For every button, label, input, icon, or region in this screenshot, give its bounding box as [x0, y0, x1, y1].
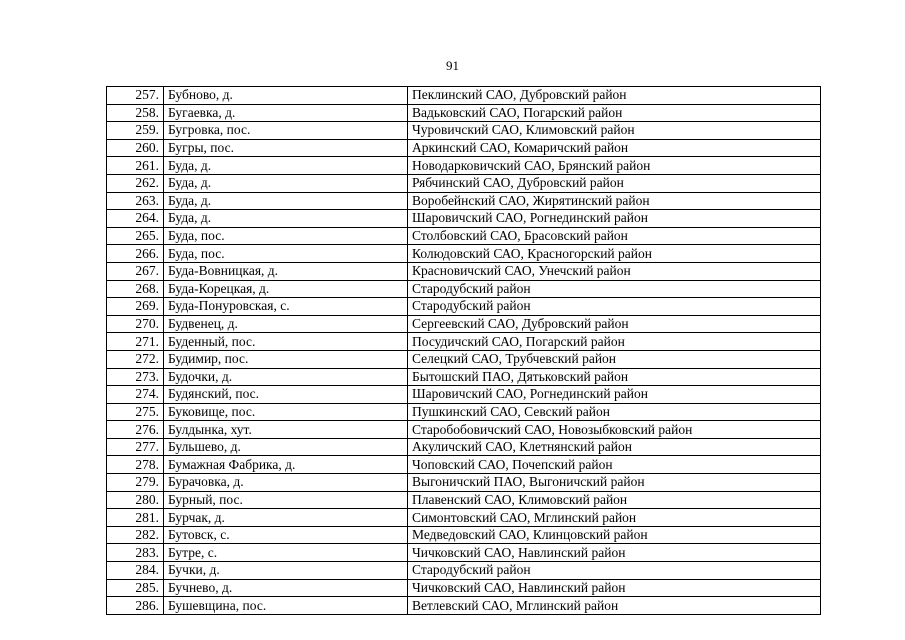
table-row [107, 438, 821, 456]
row-number: 271. [107, 333, 164, 351]
row-number: 265. [107, 227, 164, 245]
row-number: 285. [107, 579, 164, 597]
district-name: Ветлевский САО, Мглинский район [408, 597, 821, 615]
settlement-name: Бугаевка, д. [164, 104, 408, 122]
settlement-name: Буда-Понуровская, с. [164, 298, 408, 316]
district-name: Симонтовский САО, Мглинский район [408, 509, 821, 527]
table-row [107, 227, 821, 245]
settlement-name: Буда, д. [164, 174, 408, 192]
table-row [107, 474, 821, 492]
settlements-table [106, 86, 821, 615]
district-name: Акуличский САО, Клетнянский район [408, 438, 821, 456]
settlement-name: Бубново, д. [164, 87, 408, 105]
district-name: Стародубский район [408, 562, 821, 580]
table-row [107, 157, 821, 175]
district-name: Медведовский САО, Клинцовский район [408, 526, 821, 544]
row-number: 272. [107, 350, 164, 368]
table-row [107, 544, 821, 562]
district-name: Пеклинский САО, Дубровский район [408, 87, 821, 105]
district-name: Стародубский район [408, 280, 821, 298]
row-number: 279. [107, 474, 164, 492]
table-row [107, 456, 821, 474]
settlement-name: Бутовск, с. [164, 526, 408, 544]
table-row [107, 298, 821, 316]
table-row [107, 122, 821, 140]
table-row [107, 262, 821, 280]
table-row [107, 104, 821, 122]
settlement-name: Бумажная Фабрика, д. [164, 456, 408, 474]
district-name: Шаровичский САО, Рогнединский район [408, 386, 821, 404]
district-name: Чуровичский САО, Климовский район [408, 122, 821, 140]
row-number: 266. [107, 245, 164, 263]
table-row [107, 315, 821, 333]
settlement-name: Бурный, пос. [164, 491, 408, 509]
table-row [107, 333, 821, 351]
settlement-name: Булдынка, хут. [164, 421, 408, 439]
row-number: 276. [107, 421, 164, 439]
table-row [107, 210, 821, 228]
district-name: Селецкий САО, Трубчевский район [408, 350, 821, 368]
row-number: 280. [107, 491, 164, 509]
row-number: 270. [107, 315, 164, 333]
district-name: Воробейнский САО, Жирятинский район [408, 192, 821, 210]
row-number: 263. [107, 192, 164, 210]
row-number: 281. [107, 509, 164, 527]
district-name: Стародубский район [408, 298, 821, 316]
settlement-name: Бучки, д. [164, 562, 408, 580]
row-number: 277. [107, 438, 164, 456]
table-row [107, 174, 821, 192]
district-name: Колюдовский САО, Красногорский район [408, 245, 821, 263]
table-row [107, 403, 821, 421]
row-number: 283. [107, 544, 164, 562]
settlement-name: Буковище, пос. [164, 403, 408, 421]
district-name: Чичковский САО, Навлинский район [408, 579, 821, 597]
row-number: 282. [107, 526, 164, 544]
table-row [107, 386, 821, 404]
district-name: Чоповский САО, Почепский район [408, 456, 821, 474]
row-number: 260. [107, 139, 164, 157]
settlement-name: Буда, д. [164, 210, 408, 228]
settlement-name: Буда, пос. [164, 245, 408, 263]
district-name: Выгоничский ПАО, Выгоничский район [408, 474, 821, 492]
table-body [107, 87, 821, 615]
table-row [107, 350, 821, 368]
row-number: 264. [107, 210, 164, 228]
district-name: Рябчинский САО, Дубровский район [408, 174, 821, 192]
settlement-name: Будвенец, д. [164, 315, 408, 333]
district-name: Бытошский ПАО, Дятьковский район [408, 368, 821, 386]
table-row [107, 597, 821, 615]
row-number: 273. [107, 368, 164, 386]
district-name: Пушкинский САО, Севский район [408, 403, 821, 421]
table-row [107, 139, 821, 157]
row-number: 257. [107, 87, 164, 105]
page-number: 91 [446, 58, 459, 73]
district-name: Чичковский САО, Навлинский район [408, 544, 821, 562]
row-number: 275. [107, 403, 164, 421]
settlement-name: Буда-Корецкая, д. [164, 280, 408, 298]
settlement-name: Бульшево, д. [164, 438, 408, 456]
table-row [107, 526, 821, 544]
settlement-name: Буда-Вовницкая, д. [164, 262, 408, 280]
district-name: Старобобовичский САО, Новозыбковский район [408, 421, 821, 439]
row-number: 268. [107, 280, 164, 298]
settlement-name: Буда, д. [164, 192, 408, 210]
table-row [107, 368, 821, 386]
district-name: Столбовский САО, Брасовский район [408, 227, 821, 245]
table-row [107, 491, 821, 509]
district-name: Посудичский САО, Погарский район [408, 333, 821, 351]
settlement-name: Бушевщина, пос. [164, 597, 408, 615]
settlement-name: Буденный, пос. [164, 333, 408, 351]
table-row [107, 579, 821, 597]
settlement-name: Бугровка, пос. [164, 122, 408, 140]
settlement-name: Бутре, с. [164, 544, 408, 562]
table-row [107, 87, 821, 105]
table-row [107, 421, 821, 439]
settlement-name: Бучнево, д. [164, 579, 408, 597]
row-number: 278. [107, 456, 164, 474]
row-number: 274. [107, 386, 164, 404]
district-name: Шаровичский САО, Рогнединский район [408, 210, 821, 228]
row-number: 258. [107, 104, 164, 122]
settlement-name: Бугры, пос. [164, 139, 408, 157]
row-number: 269. [107, 298, 164, 316]
settlement-name: Бурачовка, д. [164, 474, 408, 492]
settlement-name: Будянский, пос. [164, 386, 408, 404]
row-number: 261. [107, 157, 164, 175]
table-row [107, 192, 821, 210]
settlement-name: Будочки, д. [164, 368, 408, 386]
settlement-name: Буда, д. [164, 157, 408, 175]
district-name: Аркинский САО, Комаричский район [408, 139, 821, 157]
district-name: Плавенский САО, Климовский район [408, 491, 821, 509]
settlement-name: Бурчак, д. [164, 509, 408, 527]
district-name: Вадьковский САО, Погарский район [408, 104, 821, 122]
row-number: 259. [107, 122, 164, 140]
row-number: 284. [107, 562, 164, 580]
settlement-name: Будимир, пос. [164, 350, 408, 368]
table-row [107, 245, 821, 263]
table-row [107, 562, 821, 580]
settlement-name: Буда, пос. [164, 227, 408, 245]
district-name: Красновичский САО, Унечский район [408, 262, 821, 280]
row-number: 262. [107, 174, 164, 192]
row-number: 286. [107, 597, 164, 615]
district-name: Сергеевский САО, Дубровский район [408, 315, 821, 333]
row-number: 267. [107, 262, 164, 280]
table-row [107, 509, 821, 527]
district-name: Новодарковичский САО, Брянский район [408, 157, 821, 175]
table-row [107, 280, 821, 298]
